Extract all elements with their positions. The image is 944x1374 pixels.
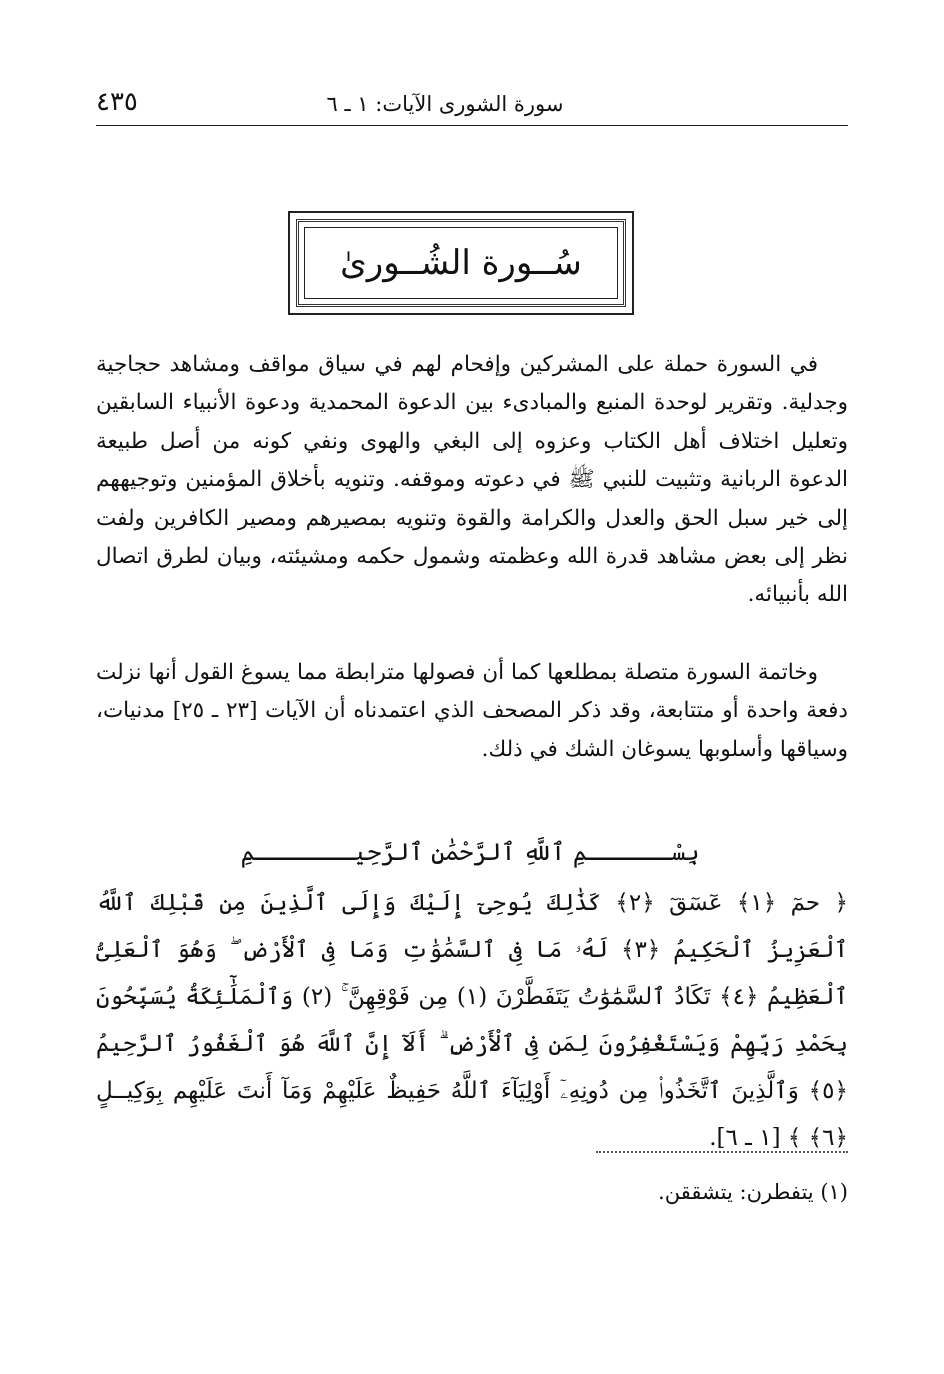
intro-paragraph-1 <box>96 346 848 615</box>
running-header-title: سورة الشورى الآيات: ١ ـ ٦ <box>326 92 564 116</box>
page-number: ٤٣٥ <box>96 87 138 117</box>
frame-inner-border <box>304 227 618 299</box>
surah-title-frame <box>288 211 634 315</box>
intro-paragraph-2 <box>96 654 848 769</box>
intro-paragraph-1-text: في السورة حملة على المشركين وإفحام لهم في سياق مواقف ومشاهد حجاجية وجدلية. وتقرير لوحدة المنبع والمبادىء بين الدعوة المحمدية ودعوة الأنبياء السابقين وتعليل اختلاف أهل الكتاب وعزوه إلى البغي والهوى ونفي كونه من أصل طبيعة الدعوة الربانية وتثبيت للنبي ﷺ في دعوته وموقفه. وتنويه بأخلاق المؤمنين وتوجيههم إلى خير سبل الحق والعدل والكرامة والقوة وتنويه بمصيرهم ومصير الكافرين ولفت نظر إلى بعض مشاهد قدرة الله وعظمته وشمول حكمه ومشيئته، وبيان لطرق اتصال الله بأنبيائه. <box>96 352 848 608</box>
surah-title: سُــورة الشُــورىٰ <box>340 243 582 283</box>
intro-paragraph-2-text: وخاتمة السورة متصلة بمطلعها كما أن فصولها مترابطة مما يسوغ القول أنها نزلت دفعة واحدة أو متتابعة، وقد ذكر المصحف الذي اعتمدناه أن الآيات [٢٣ ـ ٢٥] مدنيات، وسياقها وأسلوبها يسوغان الشك في ذلك. <box>96 660 848 762</box>
header-rule <box>96 125 848 126</box>
footnote-separator <box>596 1151 848 1153</box>
footnote: (١) يتفطرن: يتشققن. <box>658 1180 848 1204</box>
quran-verses: ﴿ حمٓ ﴿١﴾ عٓسٓقٓ ﴿٢﴾ كَذَٰلِكَ يُوحِىٓ إِلَيْكَ وَإِلَى ٱلَّذِينَ مِن قَبْلِكَ ٱللَّهُ ٱلْعَزِيزُ ٱلْحَكِيمُ ﴿٣﴾ لَهُۥ مَا فِى ٱلسَّمَٰوَٰتِ وَمَا فِى ٱلْأَرْضِ ۖ وَهُوَ ٱلْعَلِىُّ ٱلْعَظِيمُ ﴿٤﴾ تَكَادُ ٱلسَّمَٰوَٰتُ يَتَفَطَّرْنَ (١) مِن فَوْقِهِنَّ ۚ (٢) وَٱلْمَلَٰٓئِكَةُ يُسَبِّحُونَ بِحَمْدِ رَبِّهِمْ وَيَسْتَغْفِرُونَ لِمَن فِى ٱلْأَرْضِ ۗ أَلَآ إِنَّ ٱللَّهَ هُوَ ٱلْغَفُورُ ٱلرَّحِيمُ ﴿٥﴾ وَٱلَّذِينَ ٱتَّخَذُوا۟ مِن دُونِهِۦٓ أَوْلِيَآءَ ٱللَّهُ حَفِيظٌ عَلَيْهِمْ وَمَآ أَنتَ عَلَيْهِم بِوَكِيــلٍ ﴿٦﴾ ﴾ [١ ـ ٦]. <box>96 890 849 1151</box>
basmala: بِسْــــــمِ ٱللَّهِ ٱلرَّحْمَٰنِ ٱلرَّحِيـــــــمِ <box>240 838 700 866</box>
